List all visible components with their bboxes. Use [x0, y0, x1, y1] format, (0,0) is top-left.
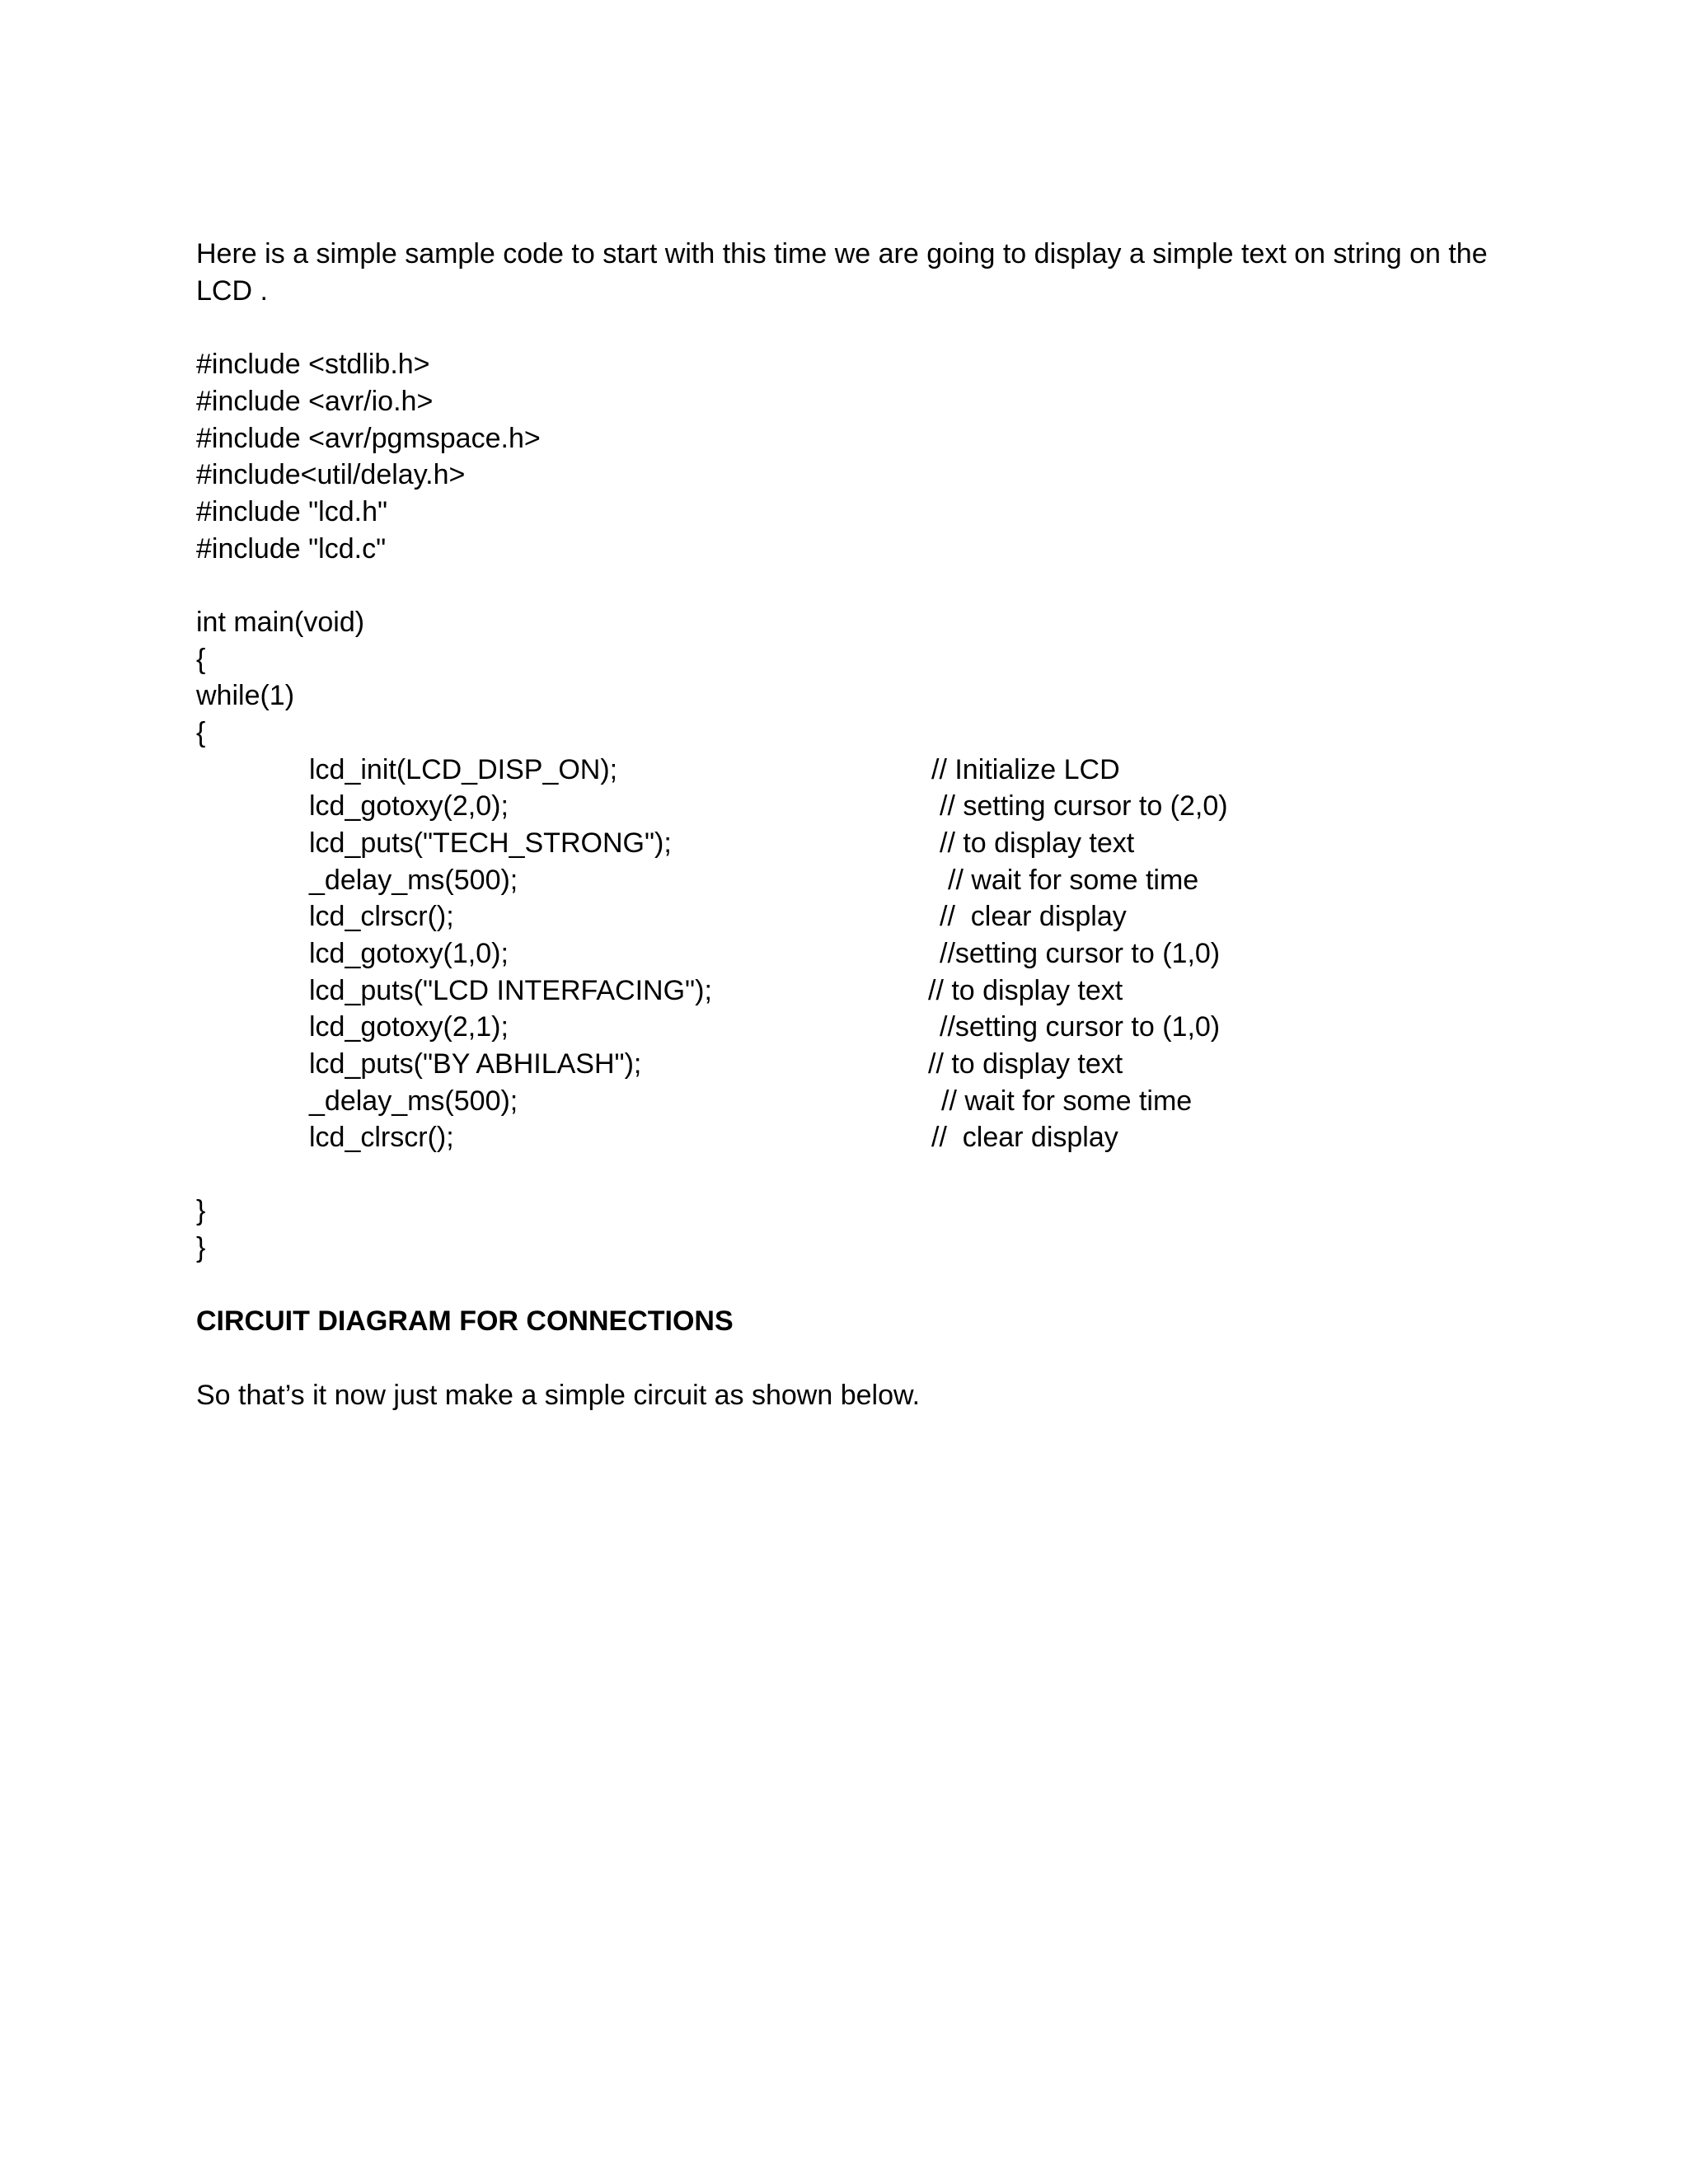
code-statement: lcd_clrscr(); — [309, 901, 454, 932]
include-line: #include <avr/pgmspace.h> — [196, 423, 541, 454]
code-line-main: int main(void) — [196, 607, 365, 638]
code-comment: // to display text — [940, 827, 1135, 859]
code-comment: //setting cursor to (1,0) — [940, 938, 1221, 969]
intro-line-1: Here is a simple sample code to start with this time we are going to display a simple text on string on the — [196, 238, 1488, 269]
intro-line-2: LCD . — [196, 275, 268, 307]
code-statement: lcd_gotoxy(2,0); — [309, 790, 509, 822]
code-comment: // to display text — [928, 1048, 1123, 1080]
code-statement: lcd_init(LCD_DISP_ON); — [309, 754, 618, 785]
include-line: #include <stdlib.h> — [196, 349, 430, 380]
code-comment: // to display text — [928, 975, 1123, 1006]
code-statement: lcd_gotoxy(1,0); — [309, 938, 509, 969]
code-line-brace: { — [196, 717, 206, 748]
code-statement: _delay_ms(500); — [309, 1085, 518, 1117]
code-statement: _delay_ms(500); — [309, 865, 518, 896]
code-comment: // wait for some time — [948, 865, 1199, 896]
code-comment: // wait for some time — [941, 1085, 1193, 1117]
code-line-brace: { — [196, 644, 206, 675]
code-statement: lcd_puts("TECH_STRONG"); — [309, 827, 672, 859]
code-statement: lcd_puts("BY ABHILASH"); — [309, 1048, 642, 1080]
code-line-brace: } — [196, 1232, 206, 1263]
code-statement: lcd_puts("LCD INTERFACING"); — [309, 975, 712, 1006]
closing-paragraph: So that’s it now just make a simple circuit as shown below. — [196, 1380, 921, 1411]
code-comment: // Initialize LCD — [931, 754, 1120, 785]
code-comment: // setting cursor to (2,0) — [940, 790, 1228, 822]
code-line-brace: } — [196, 1195, 206, 1226]
include-line: #include "lcd.c" — [196, 533, 387, 565]
code-statement: lcd_gotoxy(2,1); — [309, 1011, 509, 1043]
code-comment: // clear display — [940, 901, 1127, 932]
code-line-while: while(1) — [196, 680, 295, 711]
include-line: #include "lcd.h" — [196, 496, 388, 527]
code-comment: // clear display — [931, 1122, 1118, 1153]
section-heading: CIRCUIT DIAGRAM FOR CONNECTIONS — [196, 1305, 734, 1337]
code-comment: //setting cursor to (1,0) — [940, 1011, 1221, 1043]
include-line: #include<util/delay.h> — [196, 459, 466, 490]
include-line: #include <avr/io.h> — [196, 386, 434, 417]
code-statement: lcd_clrscr(); — [309, 1122, 454, 1153]
